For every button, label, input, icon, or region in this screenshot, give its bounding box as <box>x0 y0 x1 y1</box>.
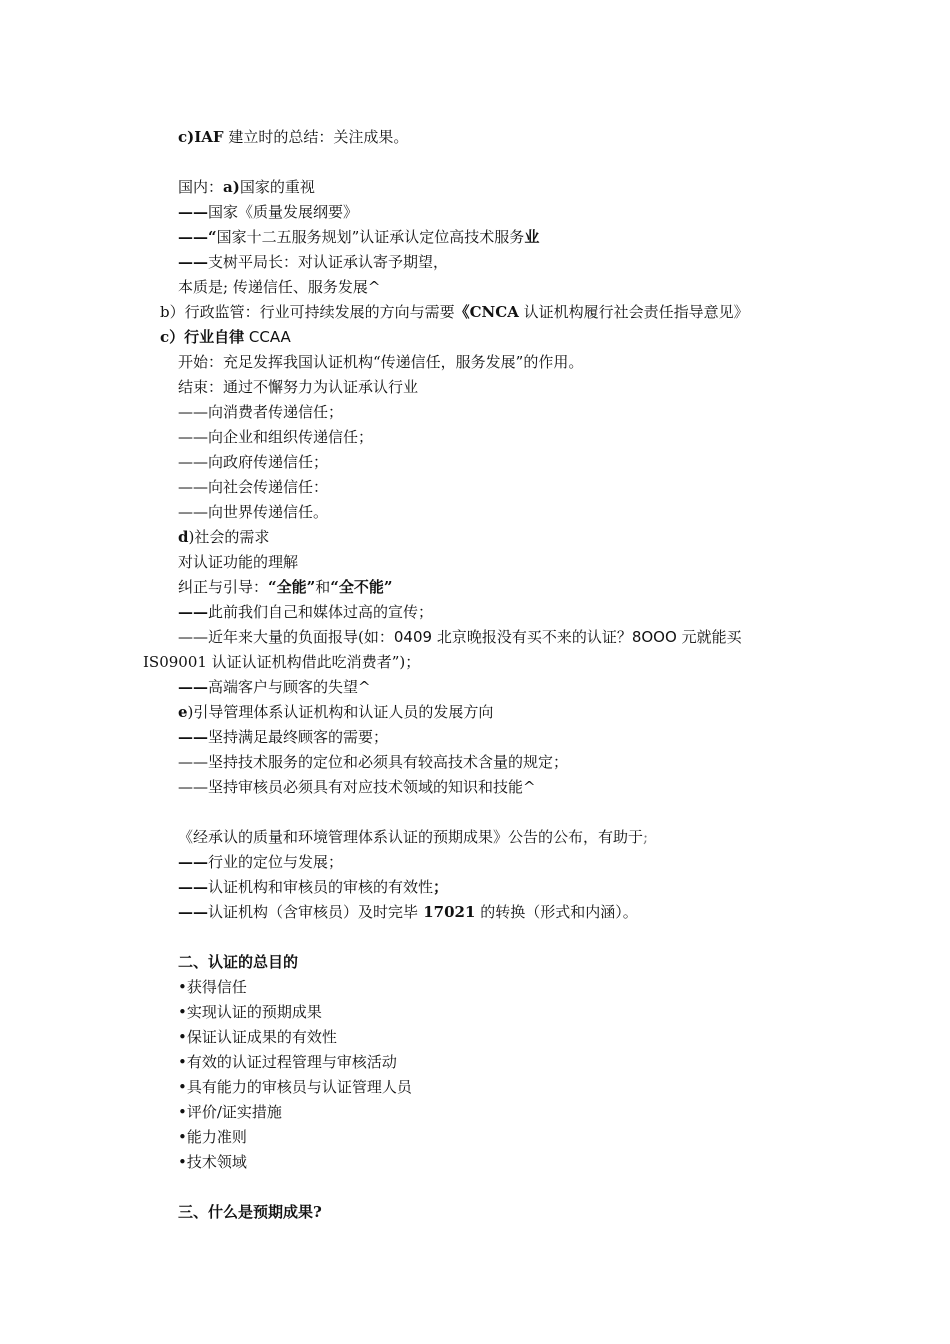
text-run: d <box>178 528 189 546</box>
text-line <box>178 902 638 922</box>
text-line <box>178 202 358 222</box>
text-run: 高端客户与顾客的失望^ <box>208 678 371 696</box>
text-run: ; <box>643 828 649 846</box>
text-line <box>178 877 448 897</box>
text-run: ——近年来大量的负面报导(如： <box>178 628 394 646</box>
text-run: —— <box>178 903 208 921</box>
text-run: )社会的需求 <box>188 528 270 546</box>
text-line: 开始：充足发挥我国认证机构“传递信任，服务发展”的作用。 <box>178 353 584 371</box>
text-line <box>178 527 269 547</box>
text-run: —— <box>178 728 208 746</box>
text-run: ; 传递信任、服务发展^ <box>223 278 381 296</box>
text-line <box>178 602 433 622</box>
text-line <box>178 277 380 297</box>
list-item: •保证认证成果的有效性 <box>178 1028 337 1046</box>
text-line: ——坚持审核员必须具有对应技术领域的知识和技能^ <box>178 778 536 796</box>
text-run: —— <box>178 678 208 696</box>
text-line: ——向社会传递信任： <box>178 478 329 496</box>
text-line: ——向消费者传递信任； <box>178 403 344 421</box>
text-line <box>178 252 448 272</box>
section-heading: 三、什么是预期成果? <box>178 1203 322 1221</box>
text-line <box>178 127 408 147</box>
text-run: ——“ <box>178 228 217 246</box>
text-line <box>178 227 539 247</box>
text-run: —— <box>178 253 208 271</box>
list-item: •实现认证的预期成果 <box>178 1003 322 1021</box>
text-line <box>178 852 343 872</box>
text-run: —— <box>178 203 208 221</box>
text-line: 结束：通过不懈努力为认证承认行业 <box>178 378 419 396</box>
text-line: ——向政府传递信任； <box>178 453 329 471</box>
text-run: 支树平局长：对认证承认寄予期望， <box>208 253 449 271</box>
text-run: 坚持满足最终顾客的需要； <box>208 728 389 746</box>
text-run: 业 <box>524 228 540 246</box>
text-run: ； <box>433 878 449 896</box>
text-run: 此前我们自己和媒体过高的宣传； <box>208 603 434 621</box>
text-run: “全不能” <box>330 578 393 596</box>
text-run: 《CNCA <box>454 303 519 321</box>
text-line: 对认证功能的理解 <box>178 553 299 571</box>
list-item: •技术领域 <box>178 1153 247 1171</box>
section-heading: 二、认证的总目的 <box>178 953 299 971</box>
text-run: 0409 <box>393 628 433 646</box>
text-line <box>178 827 648 847</box>
text-run: 17021 <box>418 903 476 921</box>
text-run: “全能” <box>268 578 316 596</box>
text-run: 国家的重视 <box>239 178 315 196</box>
text-run: b）行政监管：行业可持续发展的方向与需要 <box>160 303 455 321</box>
text-line <box>178 677 371 697</box>
text-line <box>160 327 291 347</box>
text-line <box>160 302 749 322</box>
text-run: c）行业自律 <box>160 328 245 346</box>
text-line: IS09001 认证认证机构借此吃消费者”)； <box>143 653 421 671</box>
text-run: 行业的定位与发展； <box>208 853 344 871</box>
text-run: c)IAF <box>178 128 224 146</box>
text-run: —— <box>178 603 208 621</box>
text-run: —— <box>178 853 208 871</box>
text-line: ——向世界传递信任。 <box>178 503 329 521</box>
text-run: 8OOO <box>631 628 677 646</box>
text-run: 建立时的总结：关注成果。 <box>223 128 409 146</box>
text-run: 元就能买 <box>676 628 742 646</box>
text-run: )引导管理体系认证机构和认证人员的发展方向 <box>187 703 494 721</box>
text-run: 国家《质量发展纲要》 <box>208 203 359 221</box>
text-run: 和 <box>315 578 331 596</box>
text-run: CCAA <box>244 328 291 346</box>
list-item: •评价/证实措施 <box>178 1103 282 1121</box>
list-item: •具有能力的审核员与认证管理人员 <box>178 1078 412 1096</box>
text-run: 国家十二五服务规划”认证承认定位高技术服务 <box>216 228 525 246</box>
text-line <box>178 177 315 197</box>
text-line <box>178 627 742 647</box>
text-run: 认证机构和审核员的审核的有效性 <box>208 878 434 896</box>
text-line <box>178 577 393 597</box>
text-line <box>178 702 493 722</box>
text-run: e <box>178 703 188 721</box>
text-line: ——坚持技术服务的定位和必须具有较高技术含量的规定； <box>178 753 569 771</box>
text-run: 纠正与引导： <box>178 578 269 596</box>
text-run: a) <box>223 178 240 196</box>
text-run: 认证机构（含审核员）及时完毕 <box>208 903 419 921</box>
text-run: 《经承认的质量和环境管理体系认证的预期成果》公告的公布，有助于 <box>178 828 644 846</box>
text-line: ——向企业和组织传递信任； <box>178 428 374 446</box>
list-item: •获得信任 <box>178 978 247 996</box>
text-run: 认证机构履行社会责任指导意见》 <box>518 303 749 321</box>
text-run: 北京晚报没有买不来的认证？ <box>432 628 632 646</box>
text-run: 国内： <box>178 178 224 196</box>
list-item: •能力准则 <box>178 1128 247 1146</box>
text-line <box>178 727 388 747</box>
text-run: 的转换（形式和内涵）。 <box>475 903 638 921</box>
list-item: •有效的认证过程管理与审核活动 <box>178 1053 397 1071</box>
text-run: 本质是 <box>178 278 224 296</box>
text-run: —— <box>178 878 208 896</box>
